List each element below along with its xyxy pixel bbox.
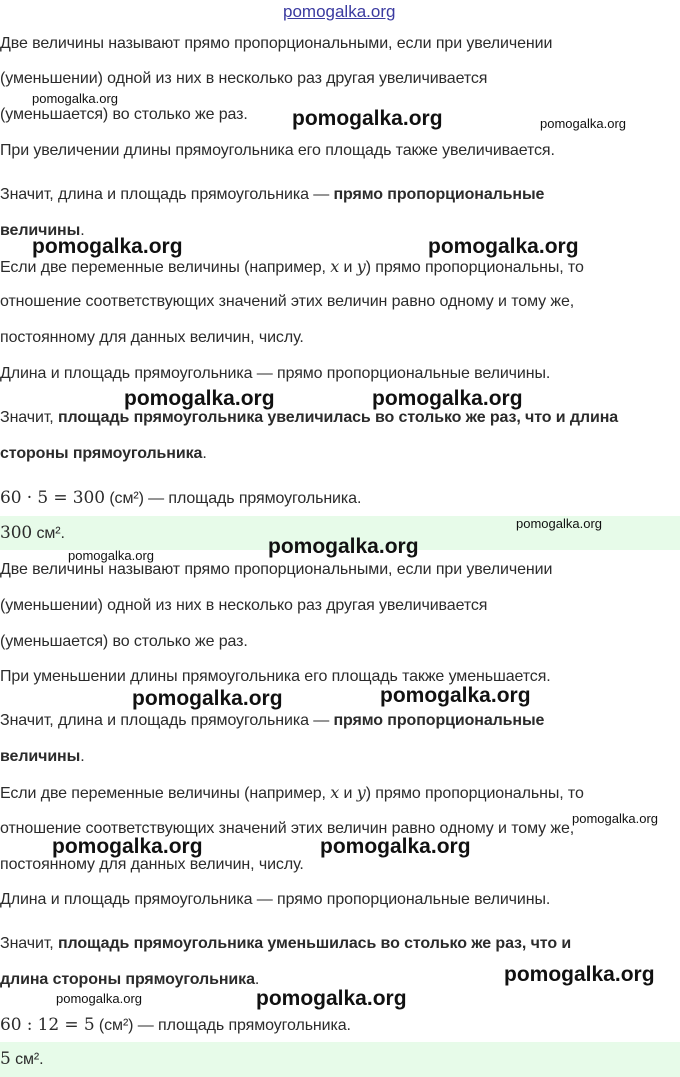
paragraph-rule-line1 (0, 783, 584, 804)
watermark: pomogalka.org (124, 387, 275, 410)
watermark: pomogalka.org (540, 116, 626, 131)
formula: 60 : 12 = 5 (0, 1015, 95, 1035)
paragraph-rule-line2: отношение соответствующих значений этих величин равно одному и тому же, (0, 293, 575, 310)
and-text: и (339, 259, 357, 276)
answer-value: 300 (0, 523, 33, 543)
paragraph-conclusion-line2 (0, 747, 85, 767)
watermark: pomogalka.org (68, 548, 154, 563)
conclusion-bold-2: величины (0, 748, 81, 765)
watermark: pomogalka.org (372, 387, 523, 410)
variable-x: x (330, 783, 340, 802)
paragraph-statement: Длина и площадь прямоугольника — прямо пропорциональные величины. (0, 891, 551, 908)
paragraph-definition-line1: Две величины называют прямо пропорциональными, если при увеличении (0, 561, 553, 578)
answer-box (0, 1042, 680, 1077)
paragraph-rule-line2: отношение соответствующих значений этих величин равно одному и тому же, (0, 820, 575, 837)
watermark: pomogalka.org (380, 684, 531, 707)
period: . (254, 971, 260, 988)
watermark: pomogalka.org (292, 107, 443, 130)
paragraph-rule-line1 (0, 257, 584, 278)
paragraph-result-line2 (0, 970, 259, 990)
period: . (80, 748, 85, 765)
conclusion-bold-2: величины (0, 222, 81, 239)
paragraph-definition-line2: (уменьшении) одной из них в несколько раз другая увеличивается (0, 70, 488, 87)
and-text: и (339, 785, 357, 802)
watermark: pomogalka.org (428, 235, 579, 258)
paragraph-result-line2 (0, 444, 207, 464)
formula-line (0, 1015, 351, 1036)
watermark: pomogalka.org (56, 991, 142, 1006)
watermark: pomogalka.org (283, 2, 396, 21)
formula: 60 · 5 = 300 (0, 488, 105, 508)
conclusion-text: Значит, длина и площадь прямоугольника — (0, 186, 334, 203)
answer-unit: см². (10, 1051, 44, 1068)
period: . (80, 222, 85, 239)
formula-tail: (см²) — площадь прямоугольника. (94, 1017, 351, 1034)
paragraph-increase: При увеличении длины прямоугольника его площадь также увеличивается. (0, 142, 555, 159)
result-bold: площадь прямоугольника увеличилась во столько же раз, что и длина (57, 409, 619, 426)
paragraph-result-line1 (0, 934, 571, 954)
paragraph-definition-line3: (уменьшается) во столько же раз. (0, 633, 248, 650)
watermark: pomogalka.org (256, 987, 407, 1010)
paragraph-rule-line3: постоянному для данных величин, числу. (0, 329, 304, 346)
watermark: pomogalka.org (516, 516, 602, 531)
result-text: Значит, (0, 935, 58, 952)
result-bold-2: стороны прямоугольника (0, 445, 203, 462)
answer-unit: см². (32, 525, 65, 542)
result-bold: площадь прямоугольника уменьшилась во столько же раз, что и (57, 935, 572, 952)
watermark: pomogalka.org (572, 811, 658, 826)
paragraph-definition-line2: (уменьшении) одной из них в несколько раз другая увеличивается (0, 597, 488, 614)
watermark: pomogalka.org (268, 535, 419, 558)
answer-value: 5 (0, 1049, 11, 1069)
watermark: pomogalka.org (320, 835, 471, 858)
paragraph-definition-line1: Две величины называют прямо пропорциональными, если при увеличении (0, 35, 553, 52)
paragraph-definition-line3: (уменьшается) во столько же раз. (0, 106, 248, 123)
paragraph-rule-line3: постоянному для данных величин, числу. (0, 856, 304, 873)
variable-y: y (356, 257, 366, 276)
formula-tail: (см²) — площадь прямоугольника. (104, 490, 362, 507)
watermark: pomogalka.org (504, 963, 655, 986)
paragraph-result-line1 (0, 408, 618, 428)
rule-text-end: ) прямо пропорциональны, то (365, 785, 584, 802)
watermark: pomogalka.org (32, 91, 118, 106)
rule-text-end: ) прямо пропорциональны, то (365, 259, 584, 276)
variable-y: y (356, 783, 366, 802)
result-text: Значит, (0, 409, 58, 426)
watermark: pomogalka.org (32, 235, 183, 258)
answer-line (0, 1049, 43, 1070)
rule-text: Если две переменные величины (например, (0, 785, 331, 802)
answer-line (0, 523, 65, 544)
rule-text: Если две переменные величины (например, (0, 259, 331, 276)
paragraph-decrease: При уменьшении длины прямоугольника его площадь также уменьшается. (0, 668, 551, 685)
conclusion-text: Значит, длина и площадь прямоугольника — (0, 712, 334, 729)
conclusion-bold: прямо пропорциональные (333, 186, 545, 203)
watermark: pomogalka.org (52, 835, 203, 858)
paragraph-conclusion-line1 (0, 711, 544, 731)
paragraph-statement: Длина и площадь прямоугольника — прямо пропорциональные величины. (0, 365, 551, 382)
watermark: pomogalka.org (132, 687, 283, 710)
variable-x: x (330, 257, 340, 276)
conclusion-bold: прямо пропорциональные (333, 712, 545, 729)
result-bold-2: длина стороны прямоугольника (0, 971, 255, 988)
paragraph-conclusion-line1 (0, 185, 544, 205)
formula-line (0, 488, 361, 509)
period: . (202, 445, 207, 462)
